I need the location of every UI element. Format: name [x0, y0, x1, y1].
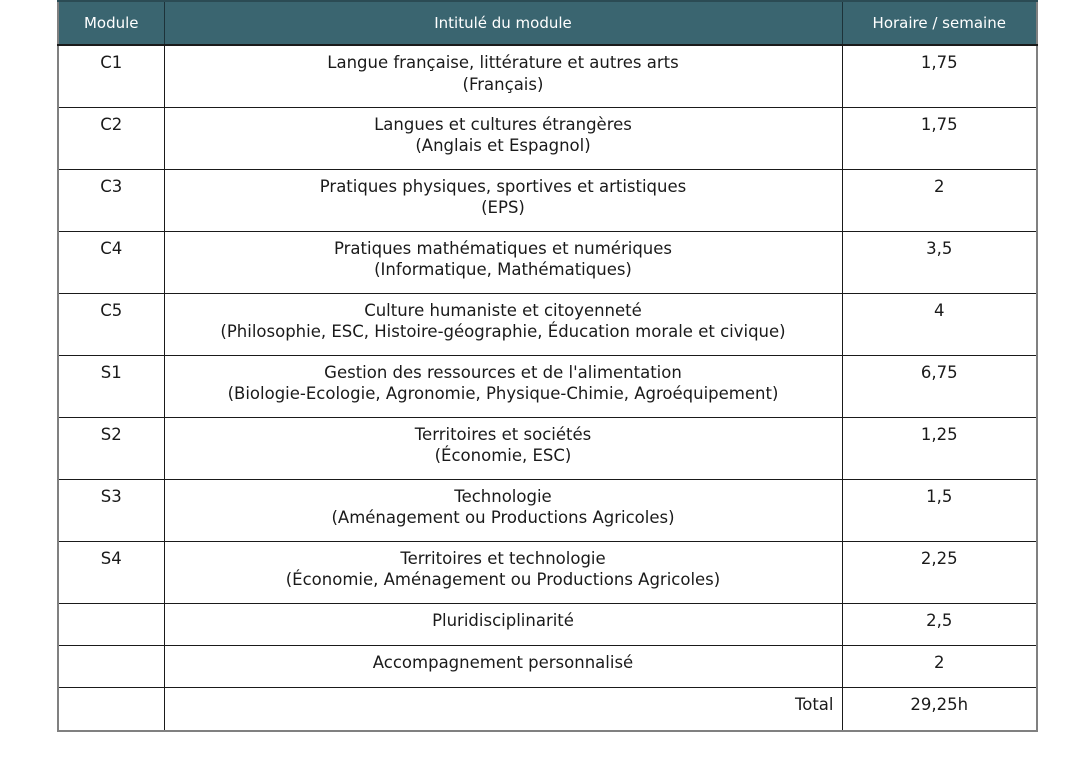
cell-module-title — [164, 603, 842, 645]
module-title-detail: (Biologie-Ecologie, Agronomie, Physique-Chimie, Agroéquipement) — [227, 384, 779, 404]
cell-module-code: C3 — [58, 169, 164, 231]
cell-module-title — [164, 417, 842, 479]
cell-module-code — [58, 603, 164, 645]
table-row — [58, 169, 1037, 231]
cell-module-title — [164, 479, 842, 541]
module-title-detail: (Aménagement ou Productions Agricoles) — [331, 508, 675, 528]
cell-module-code: C1 — [58, 45, 164, 107]
table-row — [58, 645, 1037, 687]
table-row — [58, 603, 1037, 645]
module-title-detail: (Anglais et Espagnol) — [415, 136, 591, 156]
cell-module-title — [164, 45, 842, 107]
cell-weekly-hours: 1,25 — [842, 417, 1037, 479]
cell-module-title — [164, 107, 842, 169]
module-title-main: Pluridisciplinarité — [432, 610, 574, 630]
module-title-main: Territoires et sociétés — [414, 424, 592, 444]
cell-weekly-hours: 6,75 — [842, 355, 1037, 417]
module-title-main: Pratiques physiques, sportives et artistiques — [319, 176, 687, 196]
cell-weekly-hours: 2 — [842, 645, 1037, 687]
cell-module-code: S3 — [58, 479, 164, 541]
cell-module-code: C5 — [58, 293, 164, 355]
table-row — [58, 417, 1037, 479]
header-row — [58, 1, 1037, 45]
cell-module-title — [164, 231, 842, 293]
table-row — [58, 355, 1037, 417]
cell-module-title — [164, 169, 842, 231]
cell-module-title — [164, 293, 842, 355]
cell-weekly-hours: 1,75 — [842, 107, 1037, 169]
cell-weekly-hours: 4 — [842, 293, 1037, 355]
module-title-main: Pratiques mathématiques et numériques — [333, 238, 672, 258]
table-row-total — [58, 687, 1037, 731]
module-title-main: Territoires et technologie — [400, 548, 606, 568]
cell-weekly-hours: 2 — [842, 169, 1037, 231]
cell-module-code: S4 — [58, 541, 164, 603]
schedule-table-container — [57, 0, 1036, 732]
table-header — [58, 1, 1037, 45]
module-title-main: Langues et cultures étrangères — [374, 114, 632, 134]
cell-module-code: C2 — [58, 107, 164, 169]
cell-module-title — [164, 355, 842, 417]
module-title-main: Accompagnement personnalisé — [372, 652, 634, 672]
cell-weekly-hours: 1,75 — [842, 45, 1037, 107]
cell-weekly-hours: 3,5 — [842, 231, 1037, 293]
cell-weekly-hours: 2,25 — [842, 541, 1037, 603]
module-schedule-table — [57, 0, 1038, 732]
cell-module-code: S1 — [58, 355, 164, 417]
module-title-detail: (EPS) — [481, 198, 525, 218]
module-title-detail: (Économie, Aménagement ou Productions Agricoles) — [285, 570, 721, 590]
total-hours-value: 29,25h — [842, 687, 1037, 731]
table-row — [58, 293, 1037, 355]
module-title-detail: (Économie, ESC) — [434, 446, 572, 466]
cell-weekly-hours: 1,5 — [842, 479, 1037, 541]
total-label: Total — [164, 687, 842, 731]
module-title-detail: (Français) — [462, 74, 544, 94]
cell-module-title — [164, 541, 842, 603]
module-title-main: Technologie — [454, 486, 552, 506]
module-title-detail: (Philosophie, ESC, Histoire-géographie, Éducation morale et civique) — [220, 322, 786, 342]
column-header-module: Module — [58, 1, 164, 45]
cell-module-title — [164, 645, 842, 687]
column-header-title: Intitulé du module — [164, 1, 842, 45]
module-title-main: Langue française, littérature et autres arts — [327, 53, 679, 72]
table-row — [58, 45, 1037, 107]
table-row — [58, 479, 1037, 541]
table-row — [58, 231, 1037, 293]
cell-weekly-hours: 2,5 — [842, 603, 1037, 645]
module-title-main: Culture humaniste et citoyenneté — [364, 300, 642, 320]
cell-module-code: S2 — [58, 417, 164, 479]
module-title-detail: (Informatique, Mathématiques) — [374, 260, 632, 280]
module-title-main: Gestion des ressources et de l'alimentation — [324, 362, 682, 382]
table-body — [58, 45, 1037, 731]
column-header-horaire: Horaire / semaine — [842, 1, 1037, 45]
cell-total-module-blank — [58, 687, 164, 731]
table-row — [58, 541, 1037, 603]
table-row — [58, 107, 1037, 169]
cell-module-code — [58, 645, 164, 687]
cell-module-code: C4 — [58, 231, 164, 293]
